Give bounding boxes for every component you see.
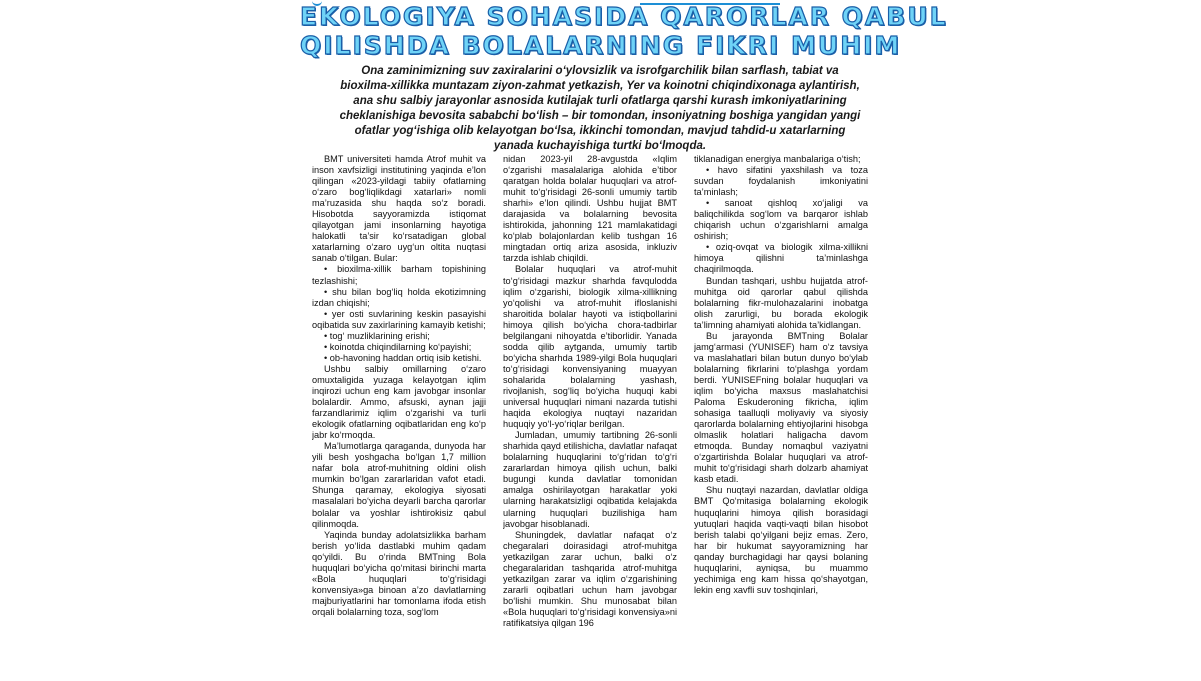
headline-line-2: QILISHDA BOLALARNING FIKRI MUHIM (300, 31, 902, 60)
bullet-item: • tog‘ muzliklarining erishi; (324, 330, 430, 341)
article-headline (300, 2, 948, 60)
paragraph: Bu jarayonda BMTning Bolalar jamg‘armasi (YUNISEF) ham o‘z tavsiya va maslahatlari bilan butun dunyo bo‘ylab bolalarning fikrlarini to‘plashga yordam berdi. YUNISEFning bolalar huquqlari va iqlim bo‘yicha maxsus maslahatchisi Paloma Eskuderoning fikricha, iqlim sohasiga taalluqli moliyaviy va siyosiy qarorlarda bolalarning ehtiyojlarini hisobga olmaslik holatlari haligacha davom etmoqda. Bunday nomaqbul vaziyatni o‘zgartirishda Bolalar huquqlari va atrof-muhit to‘g‘risidagi sharh dolzarb ahamiyat kasb etadi. (694, 330, 868, 485)
paragraph: nidan 2023-yil 28-avgustda «Iqlim o‘zgarishi masalalariga alohida e’tibor qaratgan holda bolalar huquqlari va atrof-muhit to‘g‘risidagi 26-sonli umumiy tartib sharhi» e’lon qilindi. Ushbu hujjat BMT darajasida va bolalarning bevosita ishtirokida, jahonning 121 mamlakatidagi ko‘plab bolajonlardan kelib tushgan 16 mingtadan ortiq ariza asosida, inkluziv tarzda ishlab chiqildi. (503, 154, 677, 264)
article-lead (316, 64, 884, 153)
text-column-3 (694, 154, 868, 681)
paragraph: Shu nuqtayi nazardan, davlatlar oldiga BMT Qo‘mitasiga bolalarning ekologik huquqlarini himoya qilish borasidagi yutuqlari haqida vaqti-vaqti bilan hisobot berish talabi qo‘yilgani bejiz emas. Zero, har bir hukumat sayyoramizning har qanday burchagidagi har qaysi bolaning huquqlarini, ayniqsa, bu muammo yechimiga eng kam hissa qo‘shayotgan, lekin eng xavfli suv toshqinlari, (694, 485, 868, 595)
paragraph: Ma’lumotlarga qaraganda, dunyoda har yili besh yoshgacha bo‘lgan 1,7 million nafar bola atrof-muhitning oldini olish mumkin bo‘lgan zararlaridan vafot etadi. Shunga qaramay, ekologiya siyosati masalalari bo‘yicha deyarli barcha qarorlar bolalar va yoshlar ishtirokisiz qabul qilinmoqda. (312, 441, 486, 529)
bullet-item: • havo sifatini yaxshilash va toza suvdan foydalanish imkoniyatini ta’minlash; (694, 165, 868, 198)
paragraph: BMT universiteti hamda Atrof muhit va inson xavfsizligi institutining yaqinda e’lon qilingan «2023-yildagi tabiiy ofatlarning o‘zaro bog‘liqlikdagi xatarlari» nomli ma’ruzasida shu haqda so‘z boradi. Hisobotda sayyoramizda istiqomat qilayotgan jami insonlarning hayotiga halokatli ta’sir ko‘rsatadigan global xatarlarning o‘zaro uyg‘un oltita nuqtasi sanab o‘tilgan. Bular: (312, 154, 486, 264)
lead-line: ofatlar yog‘ishiga olib kelayotgan bo‘lsa, ikkinchi tomondan, mavjud tahdid-u xatarlarning (354, 124, 846, 137)
bullet-item: • ob-havoning haddan ortiq isib ketishi. (324, 352, 482, 363)
bullet-item: • sanoat qishloq xo‘jaligi va baliqchilikda sog‘lom va barqaror ishlab chiqarish uchun o‘zgarishlarni amalga oshirish; (694, 198, 868, 242)
lead-line: Ona zaminimizning suv zaxiralarini o‘ylovsizlik va isrofgarchilik bilan sarflash, tabiat va (361, 65, 839, 77)
paragraph: Shuningdek, davlatlar nafaqat o‘z chegaralari doirasidagi atrof-muhitga yetkazilgan zarar uchun, balki o‘z chegaralaridan tashqarida atrof-muhitga yetkazilgan zarar va iqlim o‘zgarishining zararli oqibatlari uchun ham javobgar bo‘lishi mumkin. Shu munosabat bilan «Bola huquqlari to‘g‘risidagi konvensiya»ni ratifikatsiya qilgan 196 (503, 529, 677, 628)
bullet-item: • oziq-ovqat va biologik xilma-xillikni himoya qilishni ta’minlashga chaqirilmoqda. (694, 242, 868, 275)
text-column-1 (312, 154, 486, 681)
bullet-item: • koinotda chiqindilarning ko‘payishi; (324, 341, 472, 352)
paragraph: Bundan tashqari, ushbu hujjatda atrof-muhitga oid qarorlar qabul qilishda bolalarning fikr-mulohazalarini inobatga olish zarurligi, bu borada ekologik ta’limning ahamiyati alohida ta’kidlangan. (694, 275, 868, 330)
bullet-item: • bioxilma-xillik barham topishining tezlashishi; (312, 264, 486, 286)
paragraph: Jumladan, umumiy tartibning 26-sonli sharhida qayd etilishicha, davlatlar nafaqat bolalarning huquqlarini to‘g‘ridan to‘g‘ri zararlardan himoya qilish uchun, balki bugungi kunda davlatlar tomonidan amalga oshirilayotgan harakatlar yoki ularning harakatsizligi oqibatida kelajakda ularning huquqlari buzilishiga ham javobgar hisoblanadi. (503, 430, 677, 529)
paragraph: Ushbu salbiy omillarning o‘zaro omuxtaligida yuzaga kelayotgan iqlim inqirozi uchun eng kam javobgar insonlar bolalardir. Ammo, afsuski, aynan jajji farzandlarimiz iqlim o‘zgarishi va turli ekologik ofatlarning oqibatlaridan eng ko‘p jabr ko‘rmoqda. (312, 363, 486, 441)
text-column-2 (503, 154, 677, 681)
bullet-item: • yer osti suvlarining keskin pasayishi oqibatida suv zaxirlarining kamayib ketishi; (312, 308, 486, 330)
paragraph: Yaqinda bunday adolatsizlikka barham berish yo‘lida dastlabki muhim qadam qo‘yildi. Bu o‘rinda BMTning Bola huquqlari bo‘yicha qo‘mitasi birinchi marta «Bola huquqlari to‘g‘risidagi konvensiya»ga binoan a’zo davlatlarning majburiyatlarini har tomonlama ifoda etish orqali bolalarning toza, sog‘lom (312, 529, 486, 617)
paragraph: Bolalar huquqlari va atrof-muhit to‘g‘risidagi mazkur sharhda favqulodda iqlim o‘zgarishi, biologik xilma-xillikning yo‘qolishi va atrof-muhit ifloslanishi sharoitida bolalar hayoti va istiqbollarini himoya qilish bo‘yicha chora-tadbirlar belgilangani nihoyatda e’tiborlidir. Yanada sodda qilib aytganda, umumiy tartib bo‘yicha sharhda 1989-yilgi Bola huquqlari to‘g‘risidagi konvensiyaning muayyan sohalarida bolalarning yashash, rivojlanish, sog‘liq bo‘yicha huquqi kabi universal huquqlari nimani nazarda tutishi haqida ekologiya nuqtayi nazaridan huquqiy yo‘l-yo‘riqlar berilgan. (503, 264, 677, 430)
lead-line: yanada kuchayishiga turtki bo‘lmoqda. (493, 139, 707, 152)
bullet-item: • shu bilan bog‘liq holda ekotizimning izdan chiqishi; (312, 286, 486, 308)
lead-line: ana shu salbiy jarayonlar asnosida kutilajak turli ofatlarga qarshi kurash imkoniyatlarining (353, 94, 847, 107)
paragraph: tiklanadigan energiya manbalariga o‘tish; (694, 154, 861, 164)
lead-line: cheklanishiga bevosita sababchi bo‘lish – bir tomondan, insoniyatning boshiga yangidan yangi (339, 109, 861, 122)
lead-line: bioxilma-xillikka muntazam ziyon-zahmat yetkazish, Yer va koinotni chiqindixonaga aylantirish, (340, 79, 860, 92)
headline-line-1: EKOLOGIYA SOHASIDA QARORLAR QABUL (300, 2, 948, 31)
